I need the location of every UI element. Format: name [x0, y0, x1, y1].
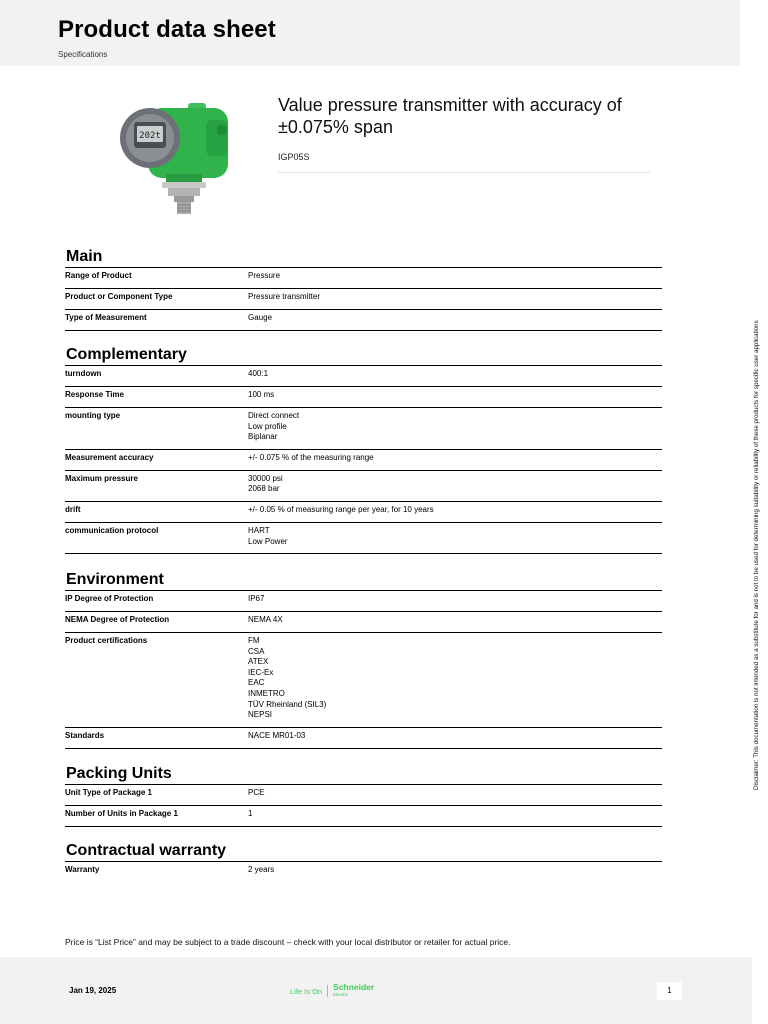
section-packing-units: [65, 765, 662, 827]
spec-row: [65, 289, 662, 310]
spec-value-line: CSA: [248, 646, 265, 656]
spec-value-line: 2 years: [248, 865, 275, 874]
spec-value-line: IP67: [248, 594, 265, 603]
spec-value-line: Biplanar: [248, 432, 278, 442]
spec-value-line: Pressure: [248, 271, 281, 280]
spec-value-line: 1: [248, 809, 253, 818]
section-title: Environment: [65, 571, 662, 591]
spec-value-line: ATEX: [248, 657, 269, 667]
spec-row: [65, 785, 662, 806]
section-title: Main: [65, 248, 662, 268]
section-warranty: [65, 842, 662, 883]
spec-value: [248, 390, 662, 407]
disclaimer-text: Disclaimer: This documentation is not intended as a substitute for and is not to be used for determining suitability or reliability of these products for specific user applications: [753, 320, 760, 790]
section-title: Packing Units: [65, 765, 662, 785]
spec-value: [248, 453, 662, 470]
spec-row: [65, 450, 662, 471]
page-subtitle: Specifications: [58, 50, 108, 59]
spec-value-line: FM: [248, 636, 260, 645]
section-title: Complementary: [65, 346, 662, 366]
spec-value-line: NEMA 4X: [248, 615, 283, 624]
spec-value: [248, 809, 662, 826]
spec-key: Unit Type of Package 1: [65, 788, 152, 797]
spec-key: Number of Units in Package 1: [65, 809, 178, 818]
spec-key: mounting type: [65, 411, 121, 420]
brand-tagline: Life Is On: [290, 986, 323, 996]
price-note: Price is “List Price” and may be subject to a trade discount – check with your local distributor or retailer for actual price.: [65, 937, 511, 947]
spec-value: [248, 313, 662, 330]
page-number: 1: [657, 982, 682, 1000]
spec-value-line: Gauge: [248, 313, 273, 322]
brand-name: [333, 983, 374, 999]
section-title: Contractual warranty: [65, 842, 662, 862]
spec-key: communication protocol: [65, 525, 159, 535]
brand-logo: [290, 983, 400, 999]
spec-key: Standards: [65, 730, 105, 740]
display-reading: 202t: [139, 131, 161, 141]
spec-value-line: EAC: [248, 678, 265, 688]
spec-row: [65, 408, 662, 450]
spec-row: [65, 862, 662, 883]
section-environment: [65, 571, 662, 749]
spec-row: [65, 591, 662, 612]
page-title: Product data sheet: [58, 16, 276, 43]
spec-row: [65, 728, 662, 749]
spec-key: Type of Measurement: [65, 313, 147, 322]
product-reference: IGP05S: [278, 152, 310, 162]
spec-value-line: +/- 0.075 % of the measuring range: [248, 452, 374, 462]
spec-value-line: TÜV Rheinland (SIL3): [248, 699, 327, 709]
spec-value-line: HART: [248, 525, 270, 535]
spec-value: [248, 369, 662, 386]
footer-date: Jan 19, 2025: [69, 986, 117, 995]
spec-value-line: 30000 psi: [248, 473, 283, 483]
spec-key: Warranty: [65, 865, 100, 874]
spec-key: Maximum pressure: [65, 473, 138, 483]
spec-value-line: 2068 bar: [248, 484, 280, 494]
spec-value-line: NACE MR01-03: [248, 730, 306, 740]
spec-key: drift: [65, 504, 81, 514]
spec-row: [65, 366, 662, 387]
spec-value-line: 100 ms: [248, 390, 275, 399]
spec-key: turndown: [65, 369, 102, 378]
page-header: [0, 0, 740, 66]
spec-row: [65, 633, 662, 728]
spec-value: [248, 865, 662, 883]
product-image: [110, 98, 240, 218]
product-divider: [278, 172, 650, 173]
disclaimer-vertical: [752, 320, 764, 790]
spec-value: [248, 731, 662, 748]
spec-value-line: +/- 0.05 % of measuring range per year, for 10 years: [248, 504, 434, 514]
section-main: [65, 248, 662, 331]
spec-value-line: NEPSI: [248, 710, 273, 720]
spec-value-line: Low Power: [248, 536, 288, 546]
spec-row: [65, 268, 662, 289]
brand-name-text: Schneider: [333, 982, 375, 992]
spec-row: [65, 806, 662, 827]
spec-value-line: Direct connect: [248, 411, 300, 420]
spec-key: IP Degree of Protection: [65, 594, 154, 603]
spec-key: NEMA Degree of Protection: [65, 615, 170, 624]
spec-value: [248, 594, 662, 611]
spec-value-line: PCE: [248, 788, 265, 797]
spec-value-line: 400:1: [248, 369, 269, 378]
spec-row: [65, 471, 662, 502]
brand-separator: [327, 985, 328, 997]
spec-row: [65, 310, 662, 331]
spec-key: Response Time: [65, 390, 124, 399]
spec-key: Range of Product: [65, 271, 132, 280]
spec-value: [248, 505, 662, 522]
spec-value: [248, 292, 662, 309]
spec-value: [248, 411, 662, 449]
spec-value: [248, 526, 662, 553]
spec-value: [248, 636, 662, 727]
spec-row: [65, 612, 662, 633]
spec-row: [65, 523, 662, 554]
spec-row: [65, 502, 662, 523]
spec-value: [248, 615, 662, 632]
spec-value-line: IEC-Ex: [248, 667, 274, 677]
spec-value: [248, 271, 662, 288]
spec-value-line: Low profile: [248, 421, 287, 431]
spec-value-line: INMETRO: [248, 688, 285, 698]
spec-key: Measurement accuracy: [65, 452, 154, 462]
spec-value: [248, 474, 662, 501]
spec-key: Product or Component Type: [65, 292, 173, 301]
spec-key: Product certifications: [65, 636, 148, 645]
section-complementary: [65, 346, 662, 554]
brand-sub-text: Electric: [333, 992, 348, 997]
spec-value: [248, 788, 662, 805]
spec-value-line: Pressure transmitter: [248, 292, 321, 301]
spec-row: [65, 387, 662, 408]
product-title: Value pressure transmitter with accuracy of ±0.075% span: [278, 95, 622, 137]
